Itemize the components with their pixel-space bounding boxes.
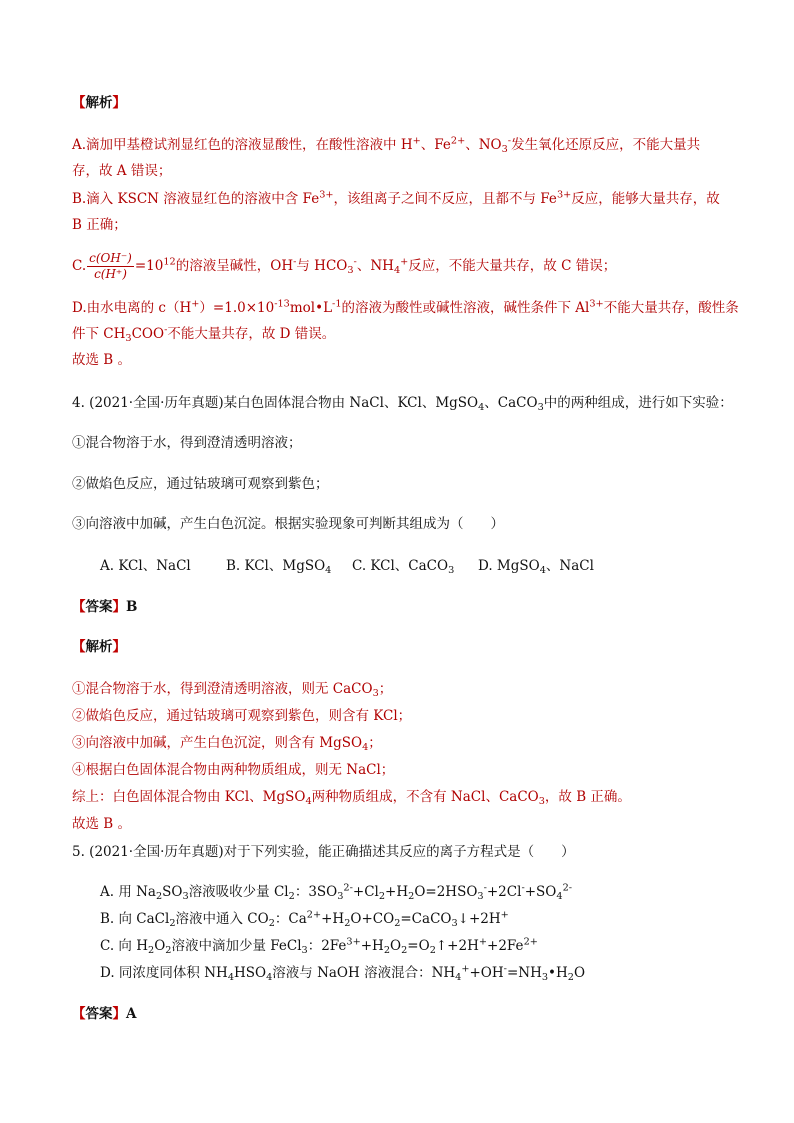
text-run: 、NH [356, 258, 394, 274]
text-run: A. 用 Na [100, 884, 156, 900]
text-run: 溶液吸收少量 Cl [188, 884, 289, 900]
text-run: 2 [401, 944, 408, 956]
question-4-option-c [352, 556, 454, 576]
text-run: O [573, 965, 586, 981]
text-run: 2 [383, 944, 391, 956]
text-run: 4 [556, 890, 563, 902]
question-4-option-a [100, 556, 191, 576]
text-run: 2 [408, 890, 415, 902]
text-run: ，该组离子之间不反应，且都不与 Fe [333, 191, 557, 207]
text-run: A. KCl、NaCl [100, 558, 191, 574]
text-run: 5. (2021·全国·历年真题)对于下列实验，能正确描述其反应的离子方程式是（ ） [72, 844, 575, 860]
analysis-option-a-line-2 [72, 161, 171, 181]
text-run: ； [368, 735, 382, 751]
text-run: 3+ [556, 189, 572, 201]
text-run: 两种物质组成，不含有 NaCl、CaCO [311, 789, 539, 805]
text-run: ②做焰色反应，通过钴玻璃可观察到紫色，则含有 KCl； [72, 708, 412, 724]
text-run: O [390, 938, 402, 954]
question-5-option-d [100, 963, 585, 983]
analysis-option-d-line-1 [72, 298, 739, 318]
analysis-4-line-5 [72, 787, 631, 807]
text-run: ④根据白色固体混合物由两种物质组成，则无 NaCl； [72, 762, 395, 778]
text-run: COO [131, 326, 165, 342]
text-run: +SO [524, 884, 557, 900]
text-run: 与 HCO [296, 258, 348, 274]
text-run: +2Fe [487, 938, 524, 954]
text-run: 2 [148, 944, 155, 956]
text-run: ②做焰色反应，通过钴玻璃可观察到紫色； [72, 476, 329, 492]
text-run: B. KCl、MgSO [226, 558, 326, 574]
text-run: ③向溶液中加碱，产生白色沉淀。根据实验现象可判断其组成为（ ） [72, 516, 504, 532]
question-4-step-3 [72, 514, 504, 534]
text-run: 2 [165, 944, 172, 956]
analysis-label: 【解析】 [72, 95, 126, 111]
text-run: 、CaCO [484, 395, 538, 411]
text-run: 2+ [450, 135, 466, 147]
text-run: 2+ [306, 909, 322, 921]
text-run: 4 [266, 971, 273, 983]
text-run: 4 [362, 741, 369, 753]
text-run: + [412, 135, 421, 147]
text-run: 3 [537, 401, 544, 413]
question-4-stem [72, 393, 733, 413]
text-run: 3 [538, 795, 545, 807]
text-run: 不能大量共存，酸性条 [603, 300, 739, 316]
text-run: 2- [562, 882, 573, 894]
question-4-option-d [478, 556, 594, 576]
analysis-label-2: 【解析】 [72, 639, 126, 655]
text-run: =CaCO [400, 911, 452, 927]
text-run: D. 同浓度同体积 NH [100, 965, 228, 981]
text-run: 、Fe [420, 137, 451, 153]
text-run: - [164, 324, 168, 336]
text-run: 中的两种组成，进行如下实验： [543, 395, 733, 411]
text-run: 2 [429, 944, 436, 956]
text-run: 3 [451, 917, 458, 929]
text-run: 反应，不能大量共存，故 C 错误； [408, 258, 617, 274]
text-run: 反应，能够大量共存，故 [571, 191, 720, 207]
text-run: 3 [182, 890, 189, 902]
text-run: 2 [344, 917, 351, 929]
text-run: 、NO [465, 137, 502, 153]
text-run: 4 [478, 401, 485, 413]
text-run: 的溶液为酸性或碱性溶液，碱性条件下 Al [341, 300, 590, 316]
text-run: +2Cl [486, 884, 522, 900]
answer-label-4: 【答案】B [72, 599, 138, 615]
text-run: •H [548, 965, 568, 981]
text-run: 3 [125, 332, 132, 344]
text-run: 溶液中通入 CO [175, 911, 269, 927]
text-run: + [461, 963, 470, 975]
text-run: 发生氧化还原反应，不能大量共 [511, 137, 701, 153]
text-run: ：3SO [294, 884, 338, 900]
text-run: 2 [567, 971, 574, 983]
text-run: ：2Fe [307, 938, 347, 954]
text-run: 故选 B 。 [72, 352, 132, 368]
text-run: - [293, 256, 297, 268]
answer-value-5: A [126, 1006, 137, 1022]
text-run: O+CO [350, 911, 395, 927]
question-5-option-b [100, 909, 509, 929]
analysis-conclusion [72, 350, 131, 370]
text-run: O [154, 938, 166, 954]
analysis-4-line-1 [72, 679, 392, 699]
text-run: 4 [455, 971, 462, 983]
analysis-4-conclusion [72, 814, 131, 834]
text-run: + [500, 909, 509, 921]
text-run: + [400, 256, 409, 268]
text-run: 2 [268, 917, 275, 929]
text-run: ：Ca [274, 911, 307, 927]
text-run: - [503, 963, 507, 975]
text-run: 4. (2021·全国·历年真题)某白色固体混合物由 NaCl、KCl、MgSO [72, 395, 479, 411]
text-run: C. KCl、CaCO [352, 558, 449, 574]
text-run: + [478, 936, 488, 948]
question-4-step-2 [72, 474, 329, 494]
text-run: 4 [393, 264, 401, 276]
text-run: 3 [541, 971, 549, 983]
text-run: 3 [347, 264, 354, 276]
analysis-option-b-line-2 [72, 215, 127, 235]
text-run: +H [321, 911, 345, 927]
analysis-option-a-line-1 [72, 135, 700, 155]
text-run: =10 [134, 258, 164, 274]
analysis-option-d-line-2 [72, 324, 335, 344]
text-run: B.滴入 KSCN 溶液显红色的溶液中含 Fe [72, 191, 320, 207]
text-run: 存，故 A 错误； [72, 163, 172, 179]
question-5-stem [72, 842, 575, 862]
text-run: -13 [274, 298, 290, 310]
text-run: B. 向 CaCl [100, 911, 170, 927]
text-run: 3 [337, 890, 344, 902]
question-5-option-a [100, 882, 572, 902]
text-run: 4 [227, 971, 234, 983]
text-run: =O [407, 938, 430, 954]
text-run: ①混合物溶于水，得到澄清透明溶液，则无 CaCO [72, 681, 373, 697]
text-run: 2 [394, 917, 401, 929]
text-run: - [483, 882, 487, 894]
text-run: - [521, 882, 525, 894]
text-run: 件下 CH [72, 326, 126, 342]
text-run: HSO [234, 965, 267, 981]
text-run: ③向溶液中加碱，产生白色沉淀，则含有 MgSO [72, 735, 363, 751]
question-4-step-1 [72, 433, 302, 453]
text-run: 3+ [589, 298, 604, 310]
text-run: 3+ [319, 189, 334, 201]
analysis-4-line-4 [72, 760, 394, 780]
text-run: 故选 B 。 [72, 816, 132, 832]
text-run: ↑+2H [435, 938, 479, 954]
analysis-option-b-line-1 [72, 189, 720, 209]
text-run: 4 [539, 564, 546, 576]
question-5-option-c [100, 936, 538, 956]
analysis-4-line-3 [72, 733, 382, 753]
text-run: 2 [288, 890, 295, 902]
text-run: D. MgSO [478, 558, 540, 574]
text-run: B 正确； [72, 217, 127, 233]
text-run: 4 [305, 795, 312, 807]
text-run: 综上：白色固体混合物由 KCl、MgSO [72, 789, 306, 805]
text-run: ，故 B 正确。 [544, 789, 631, 805]
text-run: 12 [163, 256, 176, 268]
text-run: 不能大量共存，故 D 错误。 [167, 326, 336, 342]
text-run: 溶液中滴加少量 FeCl [171, 938, 302, 954]
text-run: SO [162, 884, 183, 900]
text-run: +H [385, 884, 409, 900]
text-run: C. 向 H [100, 938, 148, 954]
answer-value-4: B [126, 599, 138, 615]
text-run: 的溶液呈碱性，OH [175, 258, 294, 274]
text-run: A.滴加甲基橙试剂显红色的溶液显酸性，在酸性溶液中 H [72, 137, 413, 153]
text-run: 3 [301, 944, 308, 956]
text-run: 3 [501, 143, 508, 155]
text-run: 2+ [523, 936, 538, 948]
text-run: +Cl [352, 884, 379, 900]
text-run: ）=1.0×10 [199, 300, 275, 316]
text-run: 、NaCl [545, 558, 594, 574]
text-run: mol•L [289, 300, 333, 316]
text-run: -1 [332, 298, 342, 310]
text-run: - [353, 256, 357, 268]
text-run: 溶液与 NaOH 溶液混合：NH [272, 965, 456, 981]
text-run: 3 [477, 890, 484, 902]
analysis-option-c-line: C. $\frac{c(OH^-)}{c(H^+)}$ $=10^{12}$的溶液呈碱性，OH-与 $HCO_3^-$、$NH_4^+$反应，不能大量共存，故 C 错误； [72, 251, 617, 281]
question-4-option-b [226, 556, 331, 576]
text-run: =NH [506, 965, 542, 981]
answer-label-5: 【答案】A [72, 1006, 137, 1022]
text-run: ↓+2H [457, 911, 501, 927]
text-run: +H [360, 938, 384, 954]
text-run: + [191, 298, 200, 310]
analysis-option-c-rest [135, 258, 616, 274]
text-run: 3 [372, 687, 379, 699]
text-run: 2- [343, 882, 353, 894]
text-run: O=2HSO [414, 884, 478, 900]
text-run: ①混合物溶于水，得到澄清透明溶液； [72, 435, 302, 451]
analysis-4-line-2 [72, 706, 411, 726]
concentration-ratio-fraction: $\frac{c(OH^-)}{c(H^+)}$ [89, 251, 132, 281]
text-run: +OH [469, 965, 504, 981]
text-run: - [507, 135, 512, 147]
text-run: 3 [448, 564, 455, 576]
text-run: 2 [169, 917, 176, 929]
text-run: D.由水电离的 c（H [72, 300, 192, 316]
text-run: 4 [325, 564, 332, 576]
text-run: 3+ [346, 936, 361, 948]
text-run: ； [378, 681, 393, 697]
text-run: 2 [378, 890, 386, 902]
text-run: 2 [155, 890, 163, 902]
